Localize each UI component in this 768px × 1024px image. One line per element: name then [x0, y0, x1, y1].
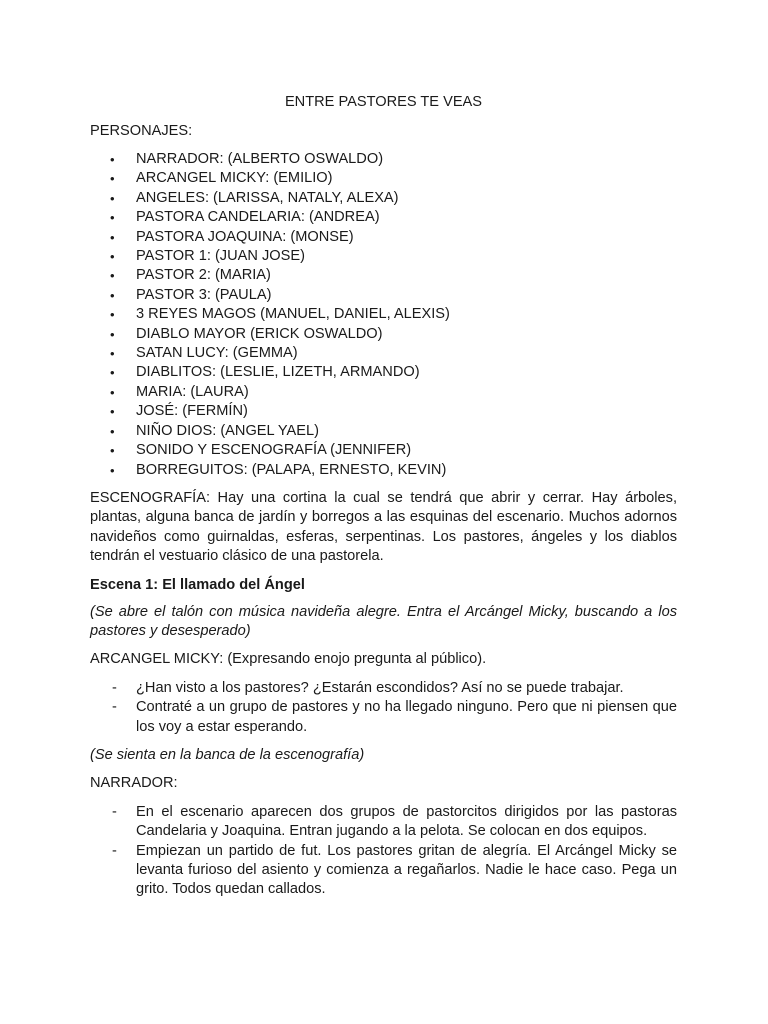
list-item — [90, 698, 677, 737]
character-entry: BORREGUITOS: (PALAPA, ERNESTO, KEVIN) — [136, 461, 447, 478]
character-entry: DIABLITOS: (LESLIE, LIZETH, ARMANDO) — [136, 364, 420, 381]
list-item — [90, 803, 677, 842]
list-item — [90, 383, 677, 402]
narration-line: En el escenario aparecen dos grupos de pastorcitos dirigidos por las pastoras Candelaria y Joaquina. Entran jugando a la pelota. Se colocan en dos equipos. — [136, 803, 677, 840]
characters-label: PERSONAJES: — [90, 123, 193, 139]
character-entry: DIABLO MAYOR (ERICK OSWALDO) — [136, 325, 383, 342]
list-item — [90, 441, 677, 460]
list-item — [90, 842, 677, 900]
dash-icon: - — [112, 699, 117, 716]
character-entry: SATAN LUCY: (GEMMA) — [136, 345, 298, 362]
dash-icon: - — [112, 842, 117, 859]
list-item — [90, 344, 677, 363]
bullet-icon: • — [110, 229, 115, 245]
list-item — [90, 461, 677, 480]
list-item — [90, 169, 677, 188]
bullet-icon: • — [110, 346, 115, 362]
list-item — [90, 286, 677, 305]
stage-direction: (Se sienta en la banca de la escenografía) — [90, 746, 365, 763]
document-title: ENTRE PASTORES TE VEAS — [284, 94, 483, 110]
bullet-icon: • — [110, 404, 115, 420]
bullet-icon: • — [110, 268, 115, 284]
list-item — [90, 150, 677, 169]
character-entry: PASTORA CANDELARIA: (ANDREA) — [136, 209, 380, 226]
character-entry: NIÑO DIOS: (ANGEL YAEL) — [136, 422, 320, 439]
character-entry: PASTOR 3: (PAULA) — [136, 286, 272, 303]
character-entry: SONIDO Y ESCENOGRAFÍA (JENNIFER) — [136, 442, 412, 459]
stage-direction: (Se abre el talón con música navideña alegre. Entra el Arcángel Micky, buscando a los pastores y desesperado) — [90, 603, 677, 639]
speaker-line: ARCANGEL MICKY: (Expresando enojo pregunta al público). — [90, 651, 487, 668]
character-entry: PASTOR 2: (MARIA) — [136, 267, 271, 284]
list-item — [90, 422, 677, 441]
character-entry: PASTOR 1: (JUAN JOSE) — [136, 248, 305, 265]
scenography-paragraph: ESCENOGRAFÍA: Hay una cortina la cual se tendrá que abrir y cerrar. Hay árboles, plantas, alguna banca de jardín y borregos a las esquinas del escenario. Muchos adornos navideños como guirnaldas, esferas, serpentinas. Los pastores, ángeles y los diablos tendrán el vestuario clásico de una pastorela. — [90, 489, 677, 565]
bullet-icon: • — [110, 326, 115, 342]
list-item — [90, 247, 677, 266]
character-entry: ARCANGEL MICKY: (EMILIO) — [136, 170, 333, 187]
characters-list — [90, 150, 677, 480]
bullet-icon: • — [110, 462, 115, 478]
character-entry: PASTORA JOAQUINA: (MONSE) — [136, 228, 354, 245]
narration-line: Empiezan un partido de fut. Los pastores gritan de alegría. El Arcángel Micky se levanta furioso del asiento y comienza a regañarlos. Nadie le hace caso. Pega un grito. Todos quedan callados. — [136, 842, 677, 898]
bullet-icon: • — [110, 307, 115, 323]
character-entry: ANGELES: (LARISSA, NATALY, ALEXA) — [136, 189, 399, 206]
bullet-icon: • — [110, 171, 115, 187]
dialogue-list — [90, 679, 677, 737]
character-entry: 3 REYES MAGOS (MANUEL, DANIEL, ALEXIS) — [136, 306, 450, 323]
list-item — [90, 325, 677, 344]
bullet-icon: • — [110, 423, 115, 439]
list-item — [90, 228, 677, 247]
list-item — [90, 208, 677, 227]
list-item — [90, 363, 677, 382]
list-item — [90, 402, 677, 421]
document-page — [90, 92, 677, 909]
bullet-icon: • — [110, 210, 115, 226]
bullet-icon: • — [110, 152, 115, 167]
dialogue-line: ¿Han visto a los pastores? ¿Estarán escondidos? Así no se puede trabajar. — [136, 679, 624, 696]
bullet-icon: • — [110, 190, 115, 206]
list-item — [90, 266, 677, 285]
bullet-icon: • — [110, 384, 115, 400]
bullet-icon: • — [110, 365, 115, 381]
scene-title: Escena 1: El llamado del Ángel — [90, 576, 305, 593]
character-entry: NARRADOR: (ALBERTO OSWALDO) — [136, 151, 384, 167]
character-entry: MARIA: (LAURA) — [136, 383, 249, 400]
bullet-icon: • — [110, 249, 115, 265]
bullet-icon: • — [110, 287, 115, 303]
dash-icon: - — [112, 803, 117, 820]
dash-icon: - — [112, 679, 117, 696]
bullet-icon: • — [110, 443, 115, 459]
speaker-line: NARRADOR: — [90, 775, 178, 792]
dialogue-line: Contraté a un grupo de pastores y no ha llegado ninguno. Pero que ni piensen que los voy a estar esperando. — [136, 699, 677, 735]
list-item — [90, 189, 677, 208]
character-entry: JOSÉ: (FERMÍN) — [136, 403, 248, 420]
list-item — [90, 679, 677, 698]
list-item — [90, 305, 677, 324]
narration-list — [90, 803, 677, 900]
